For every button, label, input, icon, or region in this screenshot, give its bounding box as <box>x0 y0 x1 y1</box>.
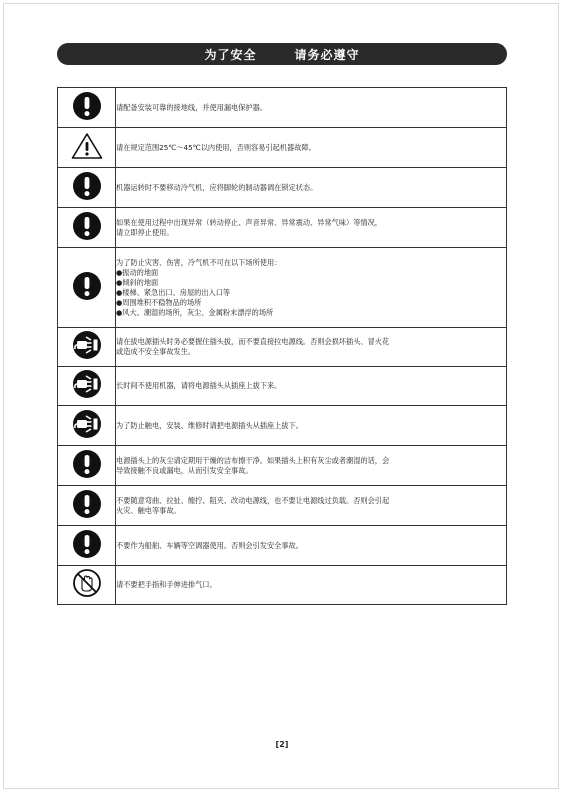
safety-icon-cell <box>58 406 116 446</box>
title-part-1: 为了安全 <box>204 47 257 62</box>
safety-row <box>58 526 507 566</box>
mandatory-exclamation-icon <box>72 271 102 305</box>
mandatory-exclamation-icon <box>72 211 102 245</box>
unplug-icon <box>72 369 102 403</box>
warning-triangle-icon <box>71 132 103 164</box>
safety-text-line: 不要随意弯曲、拉扯、缠拧、阻夹、改动电源线，也不要让电源线过负载。否则会引起 <box>116 495 390 505</box>
safety-text-line: 电源插头上的灰尘请定期用干燥的洁布擦干净。如果插头上积有灰尘或者潮湿的话，会 <box>116 455 390 465</box>
safety-row <box>58 128 507 168</box>
page-number: [2] <box>275 740 289 749</box>
safety-text-line: 火灾、触电等事故。 <box>116 505 181 515</box>
safety-row <box>58 367 507 406</box>
safety-icon-cell <box>58 446 116 486</box>
safety-row <box>58 446 507 486</box>
safety-text-line: 请立即停止使用。 <box>116 227 174 237</box>
mandatory-exclamation-icon <box>72 91 102 125</box>
safety-text-line: ●倾斜的地面 <box>116 277 159 287</box>
safety-row <box>58 208 507 248</box>
safety-text-line: 或造成不安全事故发生。 <box>116 347 196 356</box>
safety-text-line: 请在拔电源插头时务必要握住插头拔，而不要直接拉电源线。否则会损坏插头、冒火花 <box>116 337 390 346</box>
mandatory-exclamation-icon <box>72 489 102 523</box>
safety-text-cell <box>116 406 507 446</box>
safety-text-line: 请配备安装可靠的接地线，并使用漏电保护器。 <box>116 102 267 112</box>
safety-text-cell <box>116 248 507 328</box>
safety-icon-cell <box>58 168 116 208</box>
no-hand-icon <box>72 568 102 602</box>
safety-icon-cell <box>58 208 116 248</box>
title-part-2: 请务必遵守 <box>294 47 360 62</box>
mandatory-exclamation-icon <box>72 529 102 563</box>
unplug-icon <box>72 330 102 364</box>
mandatory-exclamation-icon <box>72 449 102 483</box>
safety-text-line: 为了防止灾害、伤害，冷气机不可在以下场所使用： <box>116 257 282 267</box>
safety-text-cell <box>116 128 507 168</box>
safety-text-cell <box>116 566 507 605</box>
unplug-icon <box>72 409 102 443</box>
safety-text-line: 机器运转时不要移动冷气机，应将脚轮的制动器调在锁定状态。 <box>116 182 318 192</box>
safety-text-cell <box>116 526 507 566</box>
safety-text-line: 请不要把手指和手伸进排气口。 <box>116 580 217 589</box>
safety-row <box>58 248 507 328</box>
safety-text-line: ●风大、潮湿的场所，灰尘、金属粉末漂浮的场所 <box>116 307 274 317</box>
safety-icon-cell <box>58 128 116 168</box>
safety-icon-cell <box>58 248 116 328</box>
safety-icon-cell <box>58 526 116 566</box>
safety-icon-cell <box>58 566 116 605</box>
safety-row <box>58 406 507 446</box>
safety-icon-cell <box>58 367 116 406</box>
safety-row <box>58 566 507 605</box>
safety-text-line: ●振动的地面 <box>116 267 159 277</box>
safety-icon-cell <box>58 88 116 128</box>
safety-row <box>58 328 507 367</box>
safety-text-cell <box>116 88 507 128</box>
title-banner <box>57 43 507 65</box>
safety-text-line: 导致接触不良或漏电，从而引发安全事故。 <box>116 465 253 475</box>
safety-row <box>58 486 507 526</box>
safety-icon-cell <box>58 486 116 526</box>
safety-row <box>58 168 507 208</box>
safety-text-cell <box>116 446 507 486</box>
safety-text-cell <box>116 208 507 248</box>
safety-text-line: 请在规定范围25℃～45℃以内使用，否则容易引起机器故障。 <box>116 142 316 152</box>
safety-text-line: ●楼梯、紧急出口、房屋的出入口等 <box>116 287 231 297</box>
safety-icon-cell <box>58 328 116 367</box>
safety-text-cell <box>116 486 507 526</box>
safety-text-line: 为了防止触电，安装、维修时请把电源插头从插座上拔下。 <box>116 420 303 430</box>
safety-text-cell <box>116 367 507 406</box>
safety-row <box>58 88 507 128</box>
safety-table <box>57 87 507 605</box>
safety-text-line: 不要作为船舶、车辆等空调器使用。否则会引发安全事故。 <box>116 540 303 550</box>
safety-text-line: 长时间不使用机器，请将电源插头从插座上拔下来。 <box>116 381 282 390</box>
safety-text-cell <box>116 328 507 367</box>
mandatory-exclamation-icon <box>72 171 102 205</box>
safety-text-line: 如果在使用过程中出现异常（转动停止、声音异常、异常震动、异常气味）等情况， <box>116 217 382 227</box>
safety-text-cell <box>116 168 507 208</box>
safety-text-line: ●周围堆积不稳物品的场所 <box>116 297 202 307</box>
